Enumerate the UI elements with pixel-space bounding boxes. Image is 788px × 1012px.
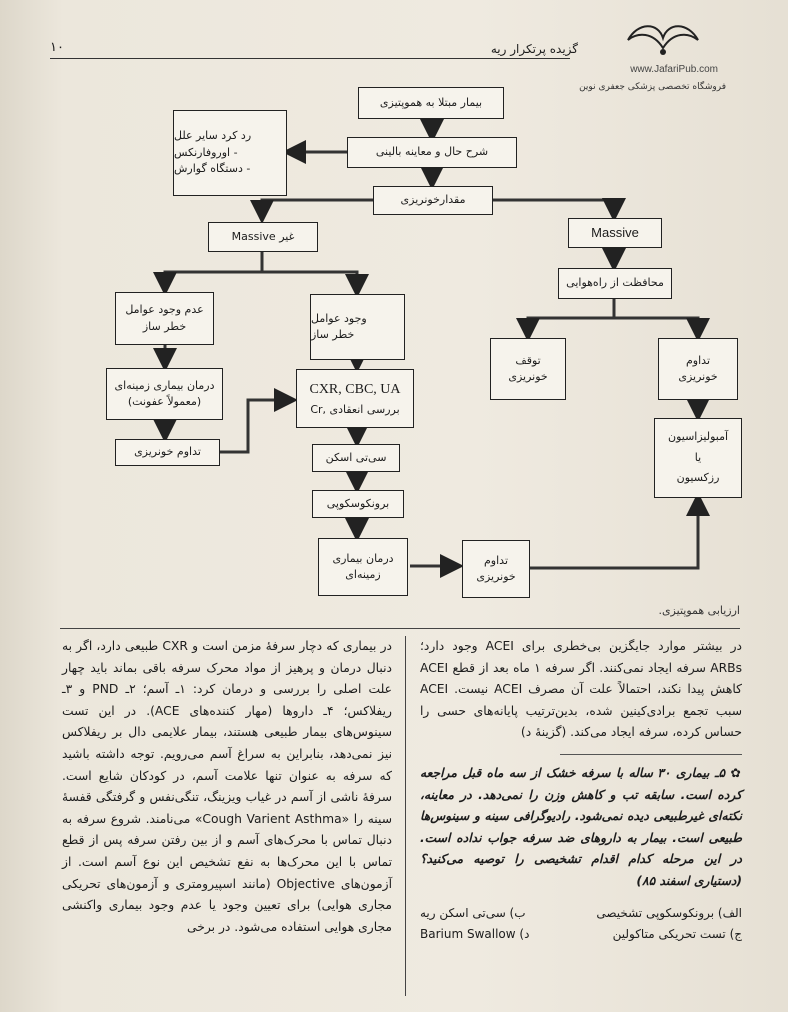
fc-treat-2-line1: درمان بیماری xyxy=(332,551,394,565)
fc-stop xyxy=(490,338,566,400)
fc-no-risk-line2: خطر ساز xyxy=(142,319,187,333)
fc-continued-3-line2: خونریزی xyxy=(678,370,718,383)
fc-no-risk-line1: عدم وجود عوامل xyxy=(125,303,204,316)
fc-rule-out-2: - دستگاه گوارش xyxy=(174,162,251,176)
fc-rule-out-1: - اوروفارنکس xyxy=(174,145,238,159)
column-divider xyxy=(405,636,406,996)
right-paragraph: در بیشتر موارد جایگزین بی‌خطری برای ACEI وجود دارد؛ ARBs سرفه ایجاد نمی‌کنند. اگر سرفه ۱ ماه بعد از قطع ACEI کاهش پیدا نکند، احتمالاً علت آن مصرف ACEI نیست. ACEI سبب تجمع برادی‌کینین شده، بدین‌ترتیب پایانه‌های حسی را حساس کرده، سرفه ایجاد می‌کند. (گزینهٔ د) xyxy=(420,639,743,740)
fc-ct-scan: سی‌تی اسکن xyxy=(312,444,400,472)
fc-treat-2 xyxy=(318,538,408,596)
fc-continued-bleeding: تداوم خونریزی xyxy=(115,439,220,466)
fc-rule-out-title: رد کرد سایر علل xyxy=(174,129,252,143)
fc-start: بیمار مبتلا به هموپتیزی xyxy=(358,87,504,119)
fc-stop-line1: توقف xyxy=(515,353,541,367)
fc-risk xyxy=(310,294,405,360)
fc-embo-line1: آمبولیزاسیون xyxy=(667,429,729,443)
fc-no-risk xyxy=(115,292,214,345)
fc-treat-underlying-line1: درمان بیماری زمینه‌ای xyxy=(114,378,215,392)
fc-airway: محافظت از راه‌هوایی xyxy=(558,268,672,299)
fc-stop-line2: خونریزی xyxy=(508,370,548,383)
fc-rule-out xyxy=(173,110,287,196)
fc-risk-line1: وجود عوامل xyxy=(311,311,367,325)
option-a: الف) برونکوسکوپی تشخیصی xyxy=(596,905,742,920)
fc-treat-underlying-line2: (معمولاً عفونت) xyxy=(127,395,202,408)
fc-continued-3-line1: تداوم xyxy=(686,353,711,367)
fc-amount: مقدارخونریزی xyxy=(373,186,493,215)
option-c: ج) تست تحریکی متاکولین xyxy=(612,927,742,942)
fc-embo-line2: یا xyxy=(694,450,702,464)
fc-embolization xyxy=(654,418,742,498)
question-text: ✿ ۵ـ بیماری ۳۰ ساله با سرفه خشک از سه ماه قبل مراجعه کرده است. سابقه تب و کاهش وزن را نمی‌دهد. در معاینه، نکته‌ای غیرطبیعی دیده نمی‌شود. رادیوگرافی سینه و سینوس‌ها طبیعی است. بیمار به داروهای ضد سرفه جواب نداده است. در این مرحله کدام اقدام تشخیصی را توصیه می‌کنید؟ (دستیاری اسفند ۸۵) xyxy=(420,765,742,888)
fc-continued-3 xyxy=(658,338,738,400)
fc-tests-line2: بررسی انعقادی ,Cr xyxy=(310,402,400,416)
fc-treat-underlying xyxy=(106,368,223,420)
header-title: گزیده پرتکرار ریه xyxy=(490,42,578,56)
fc-massive: Massive xyxy=(568,218,662,248)
fc-risk-line2: خطر ساز xyxy=(311,328,355,341)
options-row-1 xyxy=(420,903,742,925)
website-url: www.JafariPub.com xyxy=(630,64,718,75)
fc-history: شرح حال و معاینه بالینی xyxy=(347,137,517,168)
fc-treat-2-line2: زمینه‌ای xyxy=(345,568,381,581)
fc-bronchoscopy: برونکوسکوپی xyxy=(312,490,404,518)
fc-tests-line1: CXR, CBC, UA xyxy=(309,381,401,397)
option-d: د) Barium Swallow xyxy=(420,927,530,942)
figure-divider xyxy=(60,628,740,629)
page-number: ۱۰ xyxy=(50,40,64,55)
fc-continued-2-line1: تداوم xyxy=(484,553,509,567)
left-paragraph: در بیماری که دچار سرفهٔ مزمن است و CXR طبیعی دارد، اگر به دنبال درمان و پرهیز از مواد محرک سرفه باقی بماند باید چهار علت اصلی را بررسی و درمان کرد: ۱ـ آسم؛ ۲ـ PND و ۳ـ ریفلاکس؛ ۴ـ داروها (مهار کننده‌های ACE). در این تست سینوس‌های بیمار طبیعی هستند، بیمار علایمی دال بر ریفلاکس نیز نمی‌دهد، بنابراین به سراغ آسم می‌رویم. توجه داشته باشید که سرفه به عنوان تنها علامت آسم، در کودکان شایع است. سرفهٔ ناشی از آسم در غیاب ویزینگ، تنگی‌نفس و گرفتگی قفسهٔ سینه را «Cough Varient Asthma» می‌نامند. شروع سرفه به دنبال تماس با محرک‌های آسم و از بین رفتن سرفه پس از قطع تماس با این محرک‌ها به نفع تشخیص این نوع آسم است. از آزمون‌های Objective (مانند اسپیرومتری و آزمون‌های تحریکی مجاری هوایی) برای تعیین وجود یا عدم وجود بیماری واکنشی مجاری هوایی استفاده می‌شود. در برخی xyxy=(62,639,393,934)
options-row-2 xyxy=(420,924,742,946)
right-column xyxy=(420,636,742,946)
option-b: ب) سی‌تی اسکن ریه xyxy=(420,905,526,920)
fc-embo-line3: رزکسیون xyxy=(676,471,720,485)
figure-caption: ارزیابی هموپتیزی. xyxy=(658,604,740,617)
fc-continued-2 xyxy=(462,540,530,598)
left-column xyxy=(62,636,392,938)
fc-continued-2-line2: خونریزی xyxy=(476,570,516,583)
fc-tests xyxy=(296,369,414,428)
fc-non-massive: غیر Massive xyxy=(208,222,318,252)
store-name: فروشگاه تخصصی پزشکی جعفری نوین xyxy=(579,82,726,92)
question-separator xyxy=(560,754,742,755)
